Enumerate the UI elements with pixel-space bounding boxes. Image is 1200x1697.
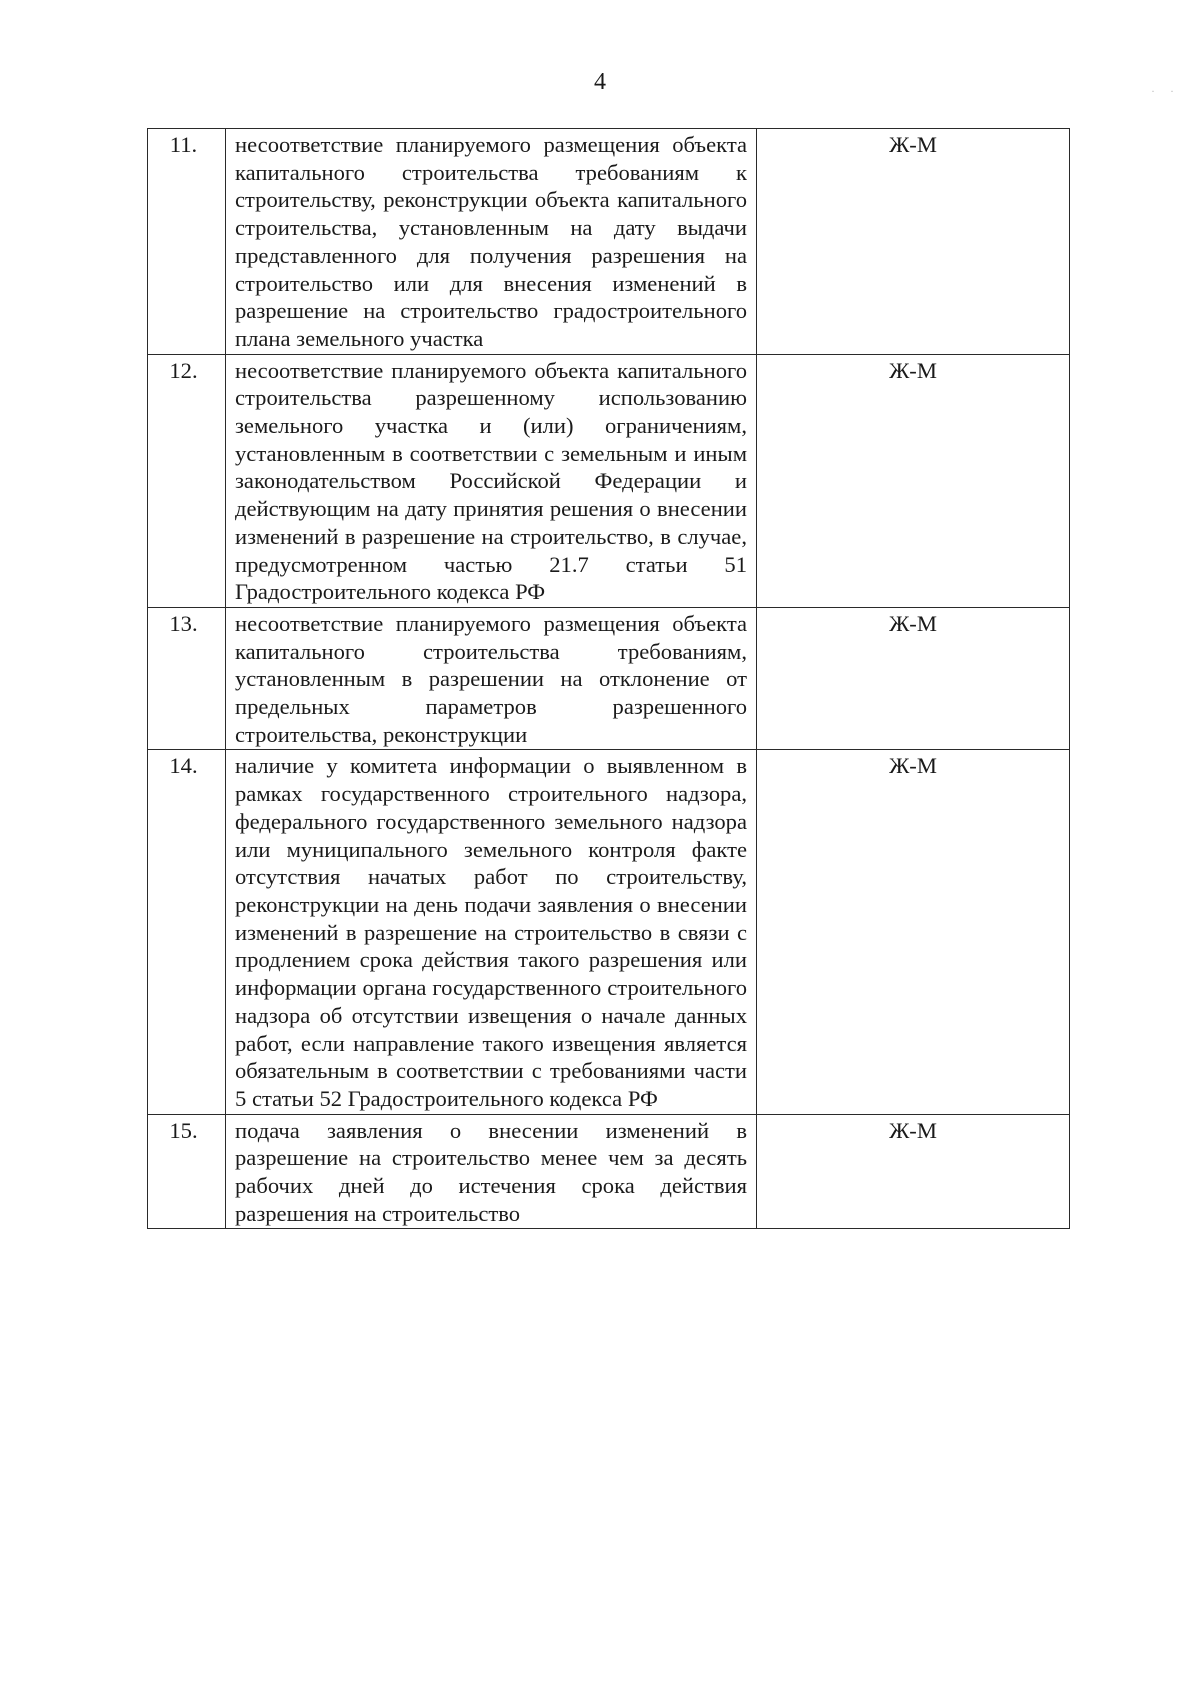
- table-row: [148, 750, 1070, 1114]
- row-code: Ж-М: [757, 129, 1070, 355]
- row-text: несоответствие планируемого размещения объекта капитального строительства требованиям к строительству, реконструкции объекта капитального строительства, установленным на дату выдачи представленного для получения разрешения на строительство или для внесения изменений в разрешение на строительство градостроительного плана земельного участка: [226, 129, 757, 355]
- row-number: 15.: [148, 1114, 226, 1229]
- row-number: 12.: [148, 354, 226, 607]
- row-text: несоответствие планируемого объекта капитального строительства разрешенному использованию земельного участка и (или) ограничениям, установленным в соответствии с земельным и иным законодательством Российской Федерации и действующим на дату принятия решения о внесении изменений в разрешение на строительство, в случае, предусмотренном частью 21.7 статьи 51 Градостроительного кодекса РФ: [226, 354, 757, 607]
- row-text: подача заявления о внесении изменений в разрешение на строительство менее чем за десять рабочих дней до истечения срока действия разрешения на строительство: [226, 1114, 757, 1229]
- row-number: 14.: [148, 750, 226, 1114]
- row-code: Ж-М: [757, 354, 1070, 607]
- table-row: [148, 1114, 1070, 1229]
- row-text: несоответствие планируемого размещения объекта капитального строительства требованиям, установленным в разрешении на отклонение от предельных параметров разрешенного строительства, реконструкции: [226, 607, 757, 750]
- page-number: 4: [594, 69, 606, 95]
- row-number: 11.: [148, 129, 226, 355]
- table-row: [148, 129, 1070, 355]
- row-code: Ж-М: [757, 607, 1070, 750]
- table-row: [148, 607, 1070, 750]
- scan-edge-mark: · ·: [1151, 84, 1180, 98]
- table-row: [148, 354, 1070, 607]
- row-code: Ж-М: [757, 1114, 1070, 1229]
- row-text: наличие у комитета информации о выявленном в рамках государственного строительного надзора, федерального государственного земельного надзора или муниципального земельного контроля факте отсутствия начатых работ по строительству, реконструкции на день подачи заявления о внесении изменений в разрешение на строительство в связи с продлением срока действия такого разрешения или информации органа государственного строительного надзора об отсутствии извещения о начале данных работ, если направление такого извещения является обязательным в соответствии с требованиями части 5 статьи 52 Градостроительного кодекса РФ: [226, 750, 757, 1114]
- grounds-table: [147, 128, 1070, 1229]
- row-number: 13.: [148, 607, 226, 750]
- row-code: Ж-М: [757, 750, 1070, 1114]
